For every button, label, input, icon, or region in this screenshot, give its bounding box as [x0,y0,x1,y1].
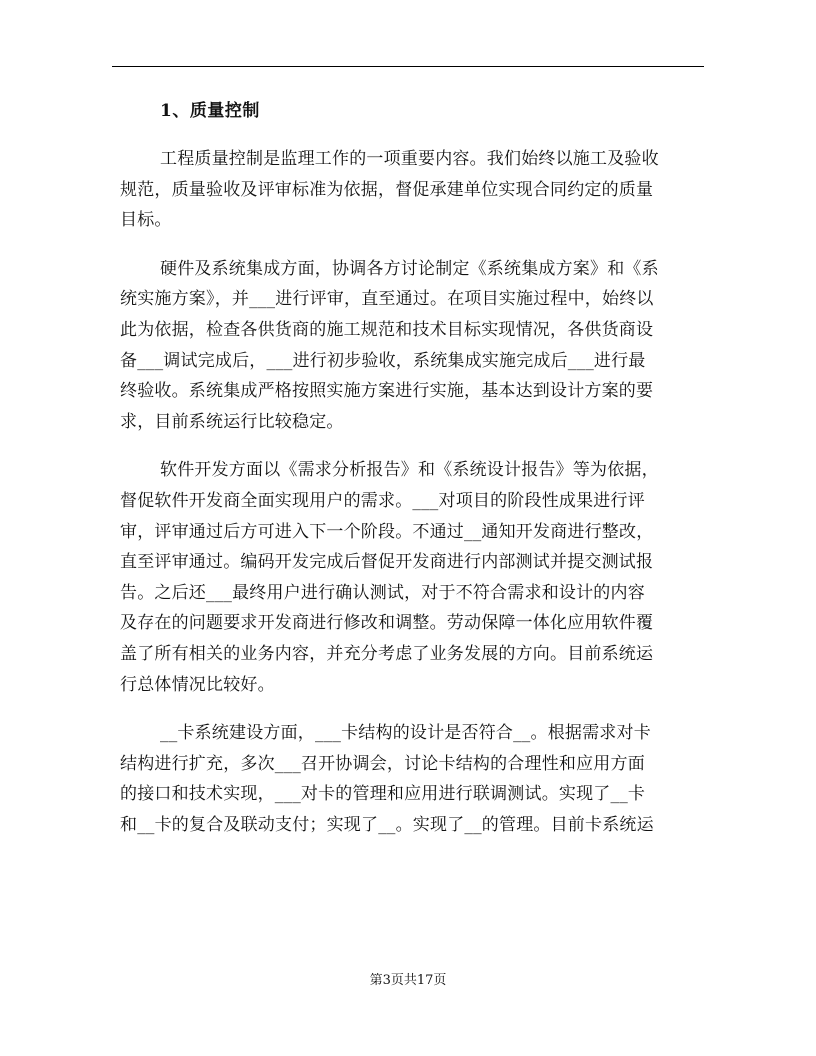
text-line: 求，目前系统运行比较稳定。 [120,411,344,432]
text-line: 盖了所有相关的业务内容，并充分考虑了业务发展的方向。目前系统运 [120,643,654,664]
text-line: 目标。 [120,210,172,231]
text-line: 规范，质量验收及评审标准为依据，督促承建单位实现合同约定的质量 [120,179,654,200]
text-line: 统实施方案》，并___进行评审，直至通过。在项目实施过程中，始终以 [120,289,654,310]
section-heading: 1、质量控制 [160,101,260,121]
page-number-footer: 第3页共17页 [369,973,447,988]
text-line: 此为依据，检查各供货商的施工规范和技术目标实现情况，各供货商设 [120,319,654,340]
header-rule [112,66,704,67]
text-line: 行总体情况比较好。 [120,674,275,695]
text-line: 的接口和技术实现，___对卡的管理和应用进行联调测试。实现了__卡 [120,784,646,805]
text-line: 审，评审通过后方可进入下一个阶段。不通过__通知开发商进行整改， [120,521,654,542]
text-line: 备___调试完成后，___进行初步验收，系统集成实施完成后___进行最 [120,350,646,371]
text-line: 结构进行扩充，多次___召开协调会，讨论卡结构的合理性和应用方面 [120,753,645,774]
text-line: 工程质量控制是监理工作的一项重要内容。我们始终以施工及验收 [160,149,659,169]
text-line: __卡系统建设方面，___卡结构的设计是否符合__。根据需求对卡 [160,723,651,744]
text-line: 直至评审通过。编码开发完成后督促开发商进行内部测试并提交测试报 [120,552,654,573]
text-line: 告。之后还___最终用户进行确认测试，对于不符合需求和设计的内容 [120,582,645,603]
document-body [120,144,704,858]
text-line: 硬件及系统集成方面，协调各方讨论制定《系统集成方案》和《系 [160,258,659,279]
text-line: 和__卡的复合及联动支付；实现了__。实现了__的管理。目前卡系统运 [120,814,654,835]
text-line: 及存在的问题要求开发商进行修改和调整。劳动保障一体化应用软件覆 [120,613,654,634]
paragraph-software-development [120,455,704,700]
paragraph-quality-intro [120,144,704,236]
text-line: 督促软件开发商全面实现用户的需求。___对项目的阶段性成果进行评 [120,490,645,511]
paragraph-card-system [120,718,704,840]
text-line: 软件开发方面以《需求分析报告》和《系统设计报告》等为依据， [160,460,659,481]
paragraph-hardware-integration [120,254,704,438]
text-line: 终验收。系统集成严格按照实施方案进行实施，基本达到设计方案的要 [120,381,654,402]
